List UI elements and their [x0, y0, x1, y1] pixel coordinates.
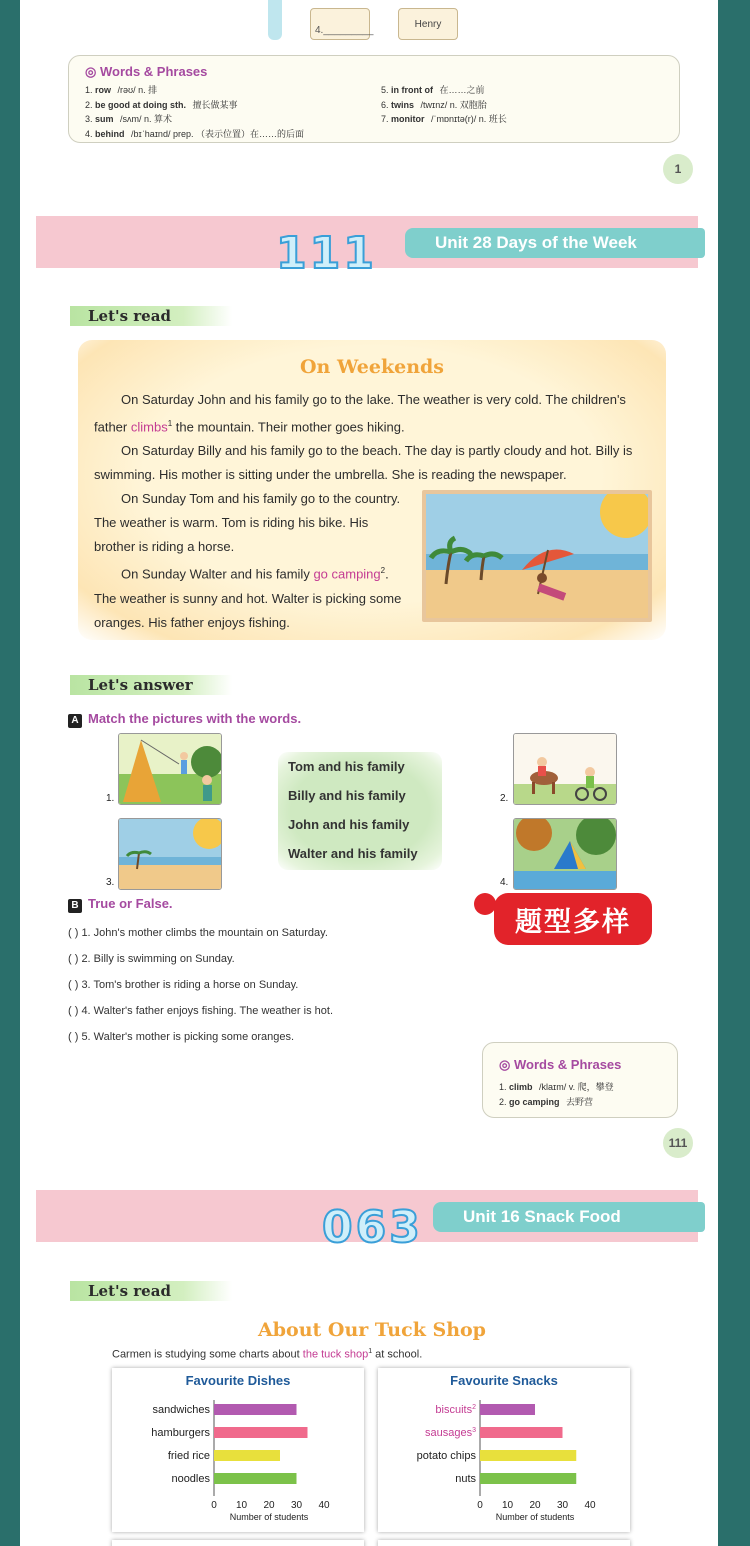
- paragraph-line: father climbs$^1$ the mountain. Their mother goes hiking.: [94, 419, 405, 435]
- words-list: [499, 1080, 614, 1109]
- word-term: sum: [95, 114, 114, 124]
- bar-chart-snacks: [378, 1392, 630, 1532]
- unit16-number: 063: [322, 1202, 423, 1253]
- bar: [480, 1427, 563, 1438]
- row-4-box: 4._________: [310, 8, 370, 40]
- word-item: 7. monitor /ˈmɒnɪtə(r)/ n. 班长: [381, 114, 507, 124]
- pic-number: 3.: [106, 877, 115, 888]
- x-tick-label: 0: [477, 1500, 483, 1511]
- word-term: monitor: [391, 114, 425, 124]
- chart-card-dishes: [112, 1368, 364, 1532]
- name-option: Walter and his family: [288, 846, 418, 861]
- circle-bullet-icon: ◎: [85, 64, 100, 79]
- category-sup: 3: [472, 1427, 476, 1434]
- chart-title: Favourite Dishes: [185, 1373, 291, 1388]
- tf-item: ( ) 3. Tom's brother is riding a horse on Sunday.: [68, 979, 299, 991]
- bar-chart-dishes: [112, 1392, 364, 1532]
- x-tick-label: 10: [501, 1500, 514, 1511]
- reading-title: On Weekends: [300, 356, 444, 378]
- chart-card-next-right: [378, 1540, 630, 1546]
- page: [20, 0, 718, 1546]
- category-label: hamburgers: [151, 1427, 210, 1439]
- word-term: be good at doing sth.: [95, 99, 187, 110]
- chart-card-next-left: [112, 1540, 364, 1546]
- paragraph-line: The weather is warm. Tom is riding his bike. His: [94, 515, 369, 531]
- picture-horse-bike: [513, 733, 617, 805]
- x-tick-label: 10: [235, 1500, 248, 1511]
- paragraph-line: On Sunday Walter and his family go camping$^2$.: [121, 566, 389, 582]
- word-item: 2. go camping 去野营: [499, 1096, 594, 1107]
- word-term: row: [95, 85, 112, 95]
- tf-item: ( ) 2. Billy is swimming on Sunday.: [68, 953, 235, 965]
- question-a-heading: A Match the pictures with the words.: [68, 711, 301, 728]
- badge-a: A: [68, 714, 82, 728]
- chart-card-snacks: [378, 1368, 630, 1532]
- paragraph-line: brother is riding a horse.: [94, 539, 235, 555]
- badge-b: B: [68, 899, 82, 913]
- highlight-go-camping: go camping: [313, 566, 381, 582]
- word-item: 1. climb /klaɪm/ v. 爬，攀登: [499, 1082, 614, 1092]
- bar: [480, 1450, 576, 1461]
- beach-illustration: [422, 490, 652, 622]
- paragraph-line: oranges. His father enjoys fishing.: [94, 614, 290, 630]
- x-axis-label: Number of students: [495, 1512, 575, 1522]
- reading-title: About Our Tuck Shop: [258, 1319, 486, 1341]
- tf-item: ( ) 4. Walter's father enjoys fishing. The weather is hot.: [68, 1005, 333, 1017]
- highlight-tuck-shop: the tuck shop: [302, 1348, 369, 1361]
- bar: [214, 1427, 308, 1438]
- x-tick-label: 30: [290, 1500, 303, 1511]
- word-term: twins: [391, 99, 415, 110]
- paragraph-line: On Sunday Tom and his family go to the country.: [121, 491, 401, 507]
- name-box-henry: Henry: [398, 8, 458, 40]
- names-panel: [278, 752, 442, 870]
- x-tick-label: 0: [211, 1500, 217, 1511]
- question-b-heading: B True or False.: [68, 896, 173, 913]
- word-item: 2. be good at doing sth. 擅长做某事: [85, 99, 238, 110]
- picture-lake-tent: [513, 818, 617, 890]
- paragraph-line: On Saturday John and his family go to the lake. The weather is very cold. The children's: [121, 392, 626, 407]
- pic-number: 4.: [500, 877, 509, 888]
- picture-beach: [118, 818, 222, 890]
- category-label: potato chips: [416, 1450, 476, 1462]
- words-phrases-box-unit28: [482, 1042, 678, 1118]
- x-tick-label: 40: [318, 1500, 330, 1511]
- category-label: biscuits$^2$: [435, 1404, 476, 1416]
- unit28-number: 111: [276, 228, 377, 279]
- name-option: Billy and his family: [288, 788, 406, 803]
- page-number: 1: [663, 154, 693, 184]
- bar: [214, 1404, 297, 1415]
- words-right-column: [381, 83, 507, 127]
- lets-read-label: Let's read: [70, 306, 232, 326]
- word-item: 6. twins /twɪnz/ n. 双胞胎: [381, 99, 487, 110]
- words-left-column: [85, 83, 304, 141]
- bar: [214, 1450, 280, 1461]
- name-option: Tom and his family: [288, 759, 405, 774]
- unit28-title-tab: Unit 28 Days of the Week: [405, 228, 705, 258]
- page-number: 111: [663, 1128, 693, 1158]
- circle-bullet-icon: ◎: [499, 1057, 514, 1072]
- paragraph-line: On Saturday Billy and his family go to the beach. The day is partly cloudy and hot. Billy is: [121, 443, 633, 459]
- red-dot: [474, 893, 496, 915]
- paragraph-line: swimming. His mother is sitting under the umbrella. She is reading the newspaper.: [94, 467, 567, 483]
- bar: [214, 1473, 297, 1484]
- word-item: 3. sum /sʌm/ n. 算术: [85, 114, 173, 124]
- word-item: 5. in front of 在……之前: [381, 85, 485, 95]
- words-phrases-box-top: [68, 55, 680, 143]
- category-label: nuts: [455, 1473, 476, 1485]
- tf-list: [68, 920, 333, 1050]
- word-term: behind: [95, 128, 125, 139]
- lets-read-label: Let's read: [70, 1281, 232, 1301]
- bar: [480, 1473, 576, 1484]
- x-tick-label: 20: [263, 1500, 275, 1511]
- intro-text: Carmen is studying some charts about the tuck shop$^1$ at school.: [112, 1348, 423, 1361]
- words-phrases-title: ◎ Words & Phrases: [85, 64, 208, 79]
- words-phrases-title: ◎ Words & Phrases: [499, 1057, 622, 1072]
- tf-item: ( ) 5. Walter's mother is picking some oranges.: [68, 1031, 295, 1043]
- pic-number: 2.: [500, 793, 509, 804]
- x-tick-label: 40: [584, 1500, 596, 1511]
- category-label: sausages$^3$: [425, 1427, 476, 1439]
- word-item: 1. row /rəʊ/ n. 排: [85, 85, 158, 95]
- teal-divider-bar: [268, 0, 282, 40]
- category-sup: 2: [472, 1404, 476, 1411]
- word-term: climb: [509, 1082, 533, 1092]
- highlight-climbs: climbs: [130, 419, 168, 435]
- red-badge: 题型多样: [494, 893, 652, 945]
- x-tick-label: 30: [556, 1500, 569, 1511]
- chart-title: Favourite Snacks: [450, 1373, 558, 1388]
- word-term: go camping: [509, 1096, 560, 1107]
- pic-number: 1.: [106, 793, 115, 804]
- category-label: sandwiches: [152, 1404, 210, 1416]
- bar: [480, 1404, 535, 1415]
- category-label: fried rice: [167, 1450, 210, 1462]
- tf-item: ( ) 1. John's mother climbs the mountain on Saturday.: [68, 927, 328, 939]
- word-term: in front of: [391, 85, 434, 95]
- picture-camping-mountain: [118, 733, 222, 805]
- word-item: 4. behind /bɪˈhaɪnd/ prep. （表示位置）在……的后面: [85, 128, 304, 139]
- unit16-title-tab: Unit 16 Snack Food: [433, 1202, 705, 1232]
- x-axis-label: Number of students: [229, 1512, 309, 1522]
- category-label: noodles: [171, 1473, 210, 1485]
- name-option: John and his family: [288, 817, 410, 832]
- lets-answer-label: Let's answer: [70, 675, 232, 695]
- paragraph-line: The weather is sunny and hot. Walter is picking some: [94, 590, 402, 606]
- x-tick-label: 20: [529, 1500, 541, 1511]
